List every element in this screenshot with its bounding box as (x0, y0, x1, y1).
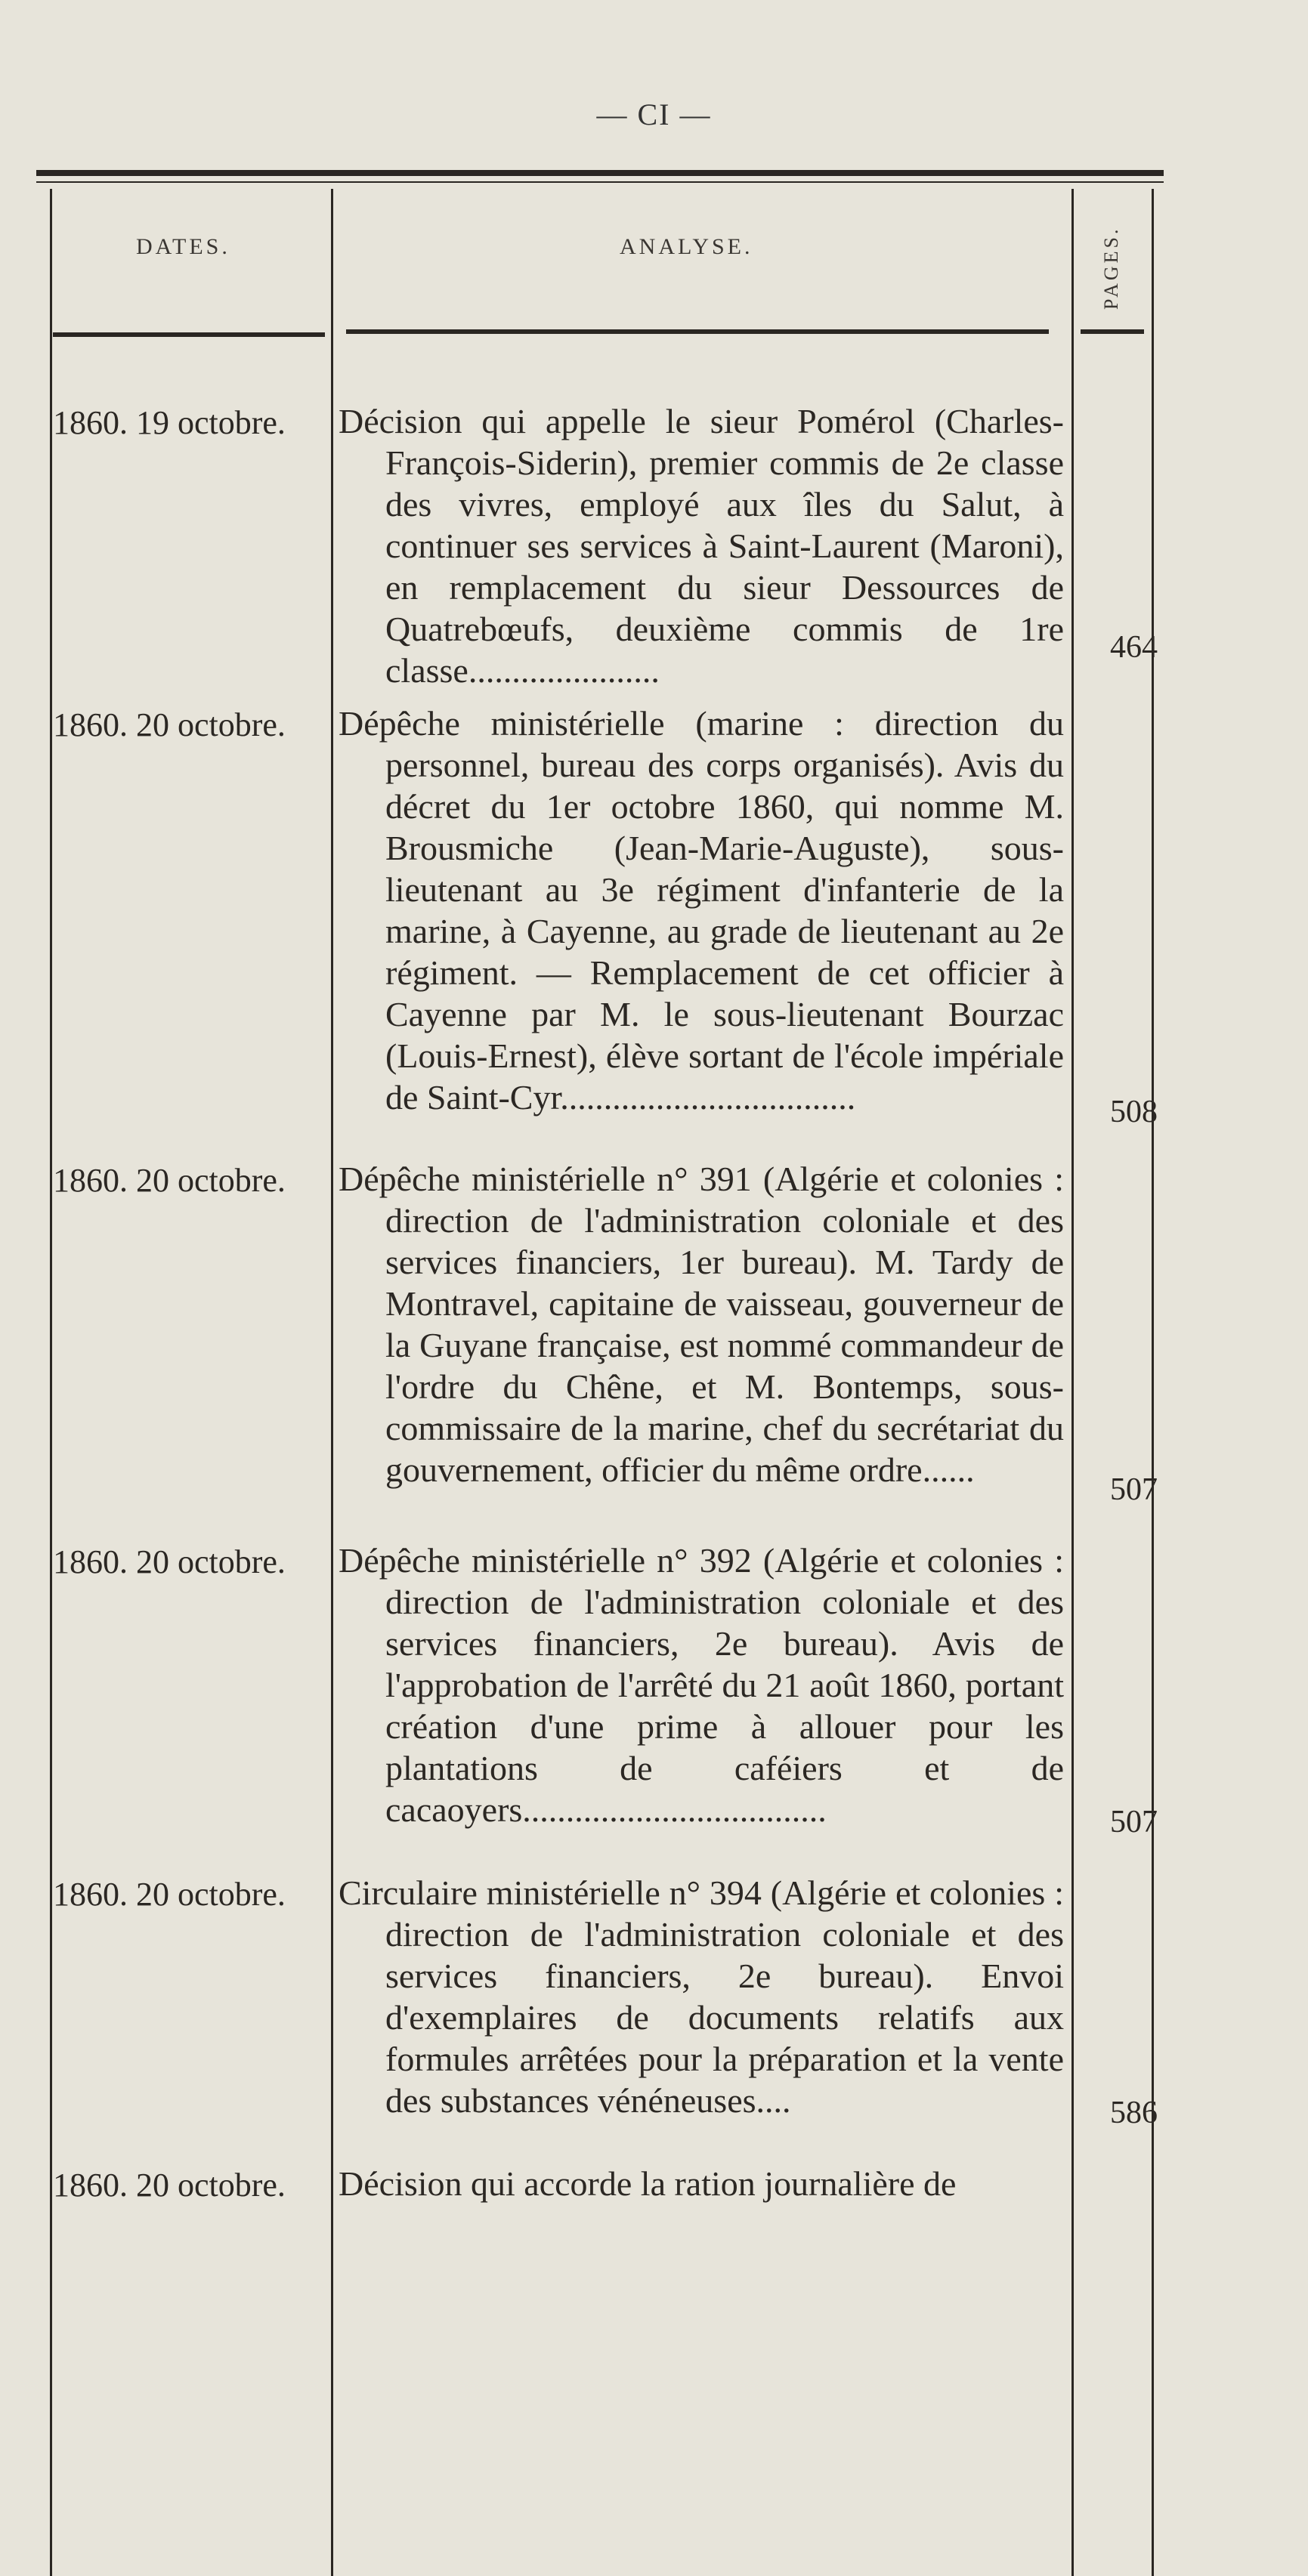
header-rule-analyse (346, 329, 1049, 334)
column-divider-pages (1071, 189, 1074, 2576)
column-divider-dates (331, 189, 333, 2576)
entry-page: 507 (1110, 1805, 1158, 1839)
table-top-border-thin (36, 181, 1164, 183)
entry-text-body: Circulaire ministérielle n° 394 (Algérie et colonies : direction de l'administration coloniale et des services financiers, 2e bureau). Envoi d'exemplaires de documents relatifs aux formules arrêtées pour la préparation et la vente des substances vénéneuses.... (339, 1873, 1064, 2120)
entry-text (339, 703, 1064, 1118)
entry-date: 1860. 20 octobre. (53, 2167, 286, 2204)
entry-date: 1860. 19 octobre. (53, 404, 286, 441)
entry-date: 1860. 20 octobre. (53, 1876, 286, 1913)
entry-page: 508 (1110, 1095, 1158, 1129)
header-dates: DATES. (136, 234, 230, 259)
entry-page: 507 (1110, 1472, 1158, 1507)
header-rule-pages (1081, 329, 1144, 334)
entry-text (339, 1540, 1064, 1830)
header-analyse: ANALYSE. (620, 234, 753, 259)
entry-text (339, 1872, 1064, 2121)
entry-text-body: Dépêche ministérielle n° 391 (Algérie et colonies : direction de l'administration coloniale et des services financiers, 1er bureau). M. Tardy de Montravel, capitaine de vaisseau, gouverneur de la Guyane française, est nommé commandeur de l'ordre du Chêne, et M. Bontemps, sous-commissaire de la marine, chef du secrétariat du gouvernement, officier du même ordre...... (339, 1160, 1064, 1489)
column-divider-left (50, 189, 52, 2576)
entry-date: 1860. 20 octobre. (53, 1543, 286, 1580)
entry-page: 464 (1110, 630, 1158, 665)
entry-text-body: Décision qui accorde la ration journalière de (339, 2164, 957, 2203)
entry-date: 1860. 20 octobre. (53, 1162, 286, 1199)
entry-date: 1860. 20 octobre. (53, 706, 286, 743)
entry-text (339, 400, 1064, 691)
entry-text-body: Décision qui appelle le sieur Pomérol (Charles-François-Siderin), premier commis de 2e classe des vivres, employé aux îles du Salut, à continuer ses services à Saint-Laurent (Maroni), en remplacement du sieur Dessources de Quatrebœufs, deuxième commis de 1re classe...................... (339, 402, 1064, 690)
page-number: — CI — (596, 97, 712, 131)
entry-text-body: Dépêche ministérielle n° 392 (Algérie et colonies : direction de l'administration coloniale et des services financiers, 2e bureau). Avis de l'approbation de l'arrêté du 21 août 1860, portant création d'une prime à allouer pour les plantations de caféiers et de cacaoyers................................... (339, 1541, 1064, 1829)
entry-text (339, 2163, 1064, 2204)
header-rule-dates (53, 332, 325, 337)
entry-text (339, 1158, 1064, 1490)
header-pages: PAGES. (1100, 226, 1122, 310)
column-divider-right (1152, 189, 1154, 2576)
table-top-border (36, 170, 1164, 176)
entry-page: 586 (1110, 2096, 1158, 2130)
entry-text-body: Dépêche ministérielle (marine : direction du personnel, bureau des corps organisés). Avis du décret du 1er octobre 1860, qui nomme M. Brousmiche (Jean-Marie-Auguste), sous-lieutenant au 3e régiment d'infanterie de la marine, à Cayenne, au grade de lieutenant au 2e régiment. — Remplacement de cet officier à Cayenne par M. le sous-lieutenant Bourzac (Louis-Ernest), élève sortant de l'école impériale de Saint-Cyr.................................. (339, 704, 1064, 1117)
